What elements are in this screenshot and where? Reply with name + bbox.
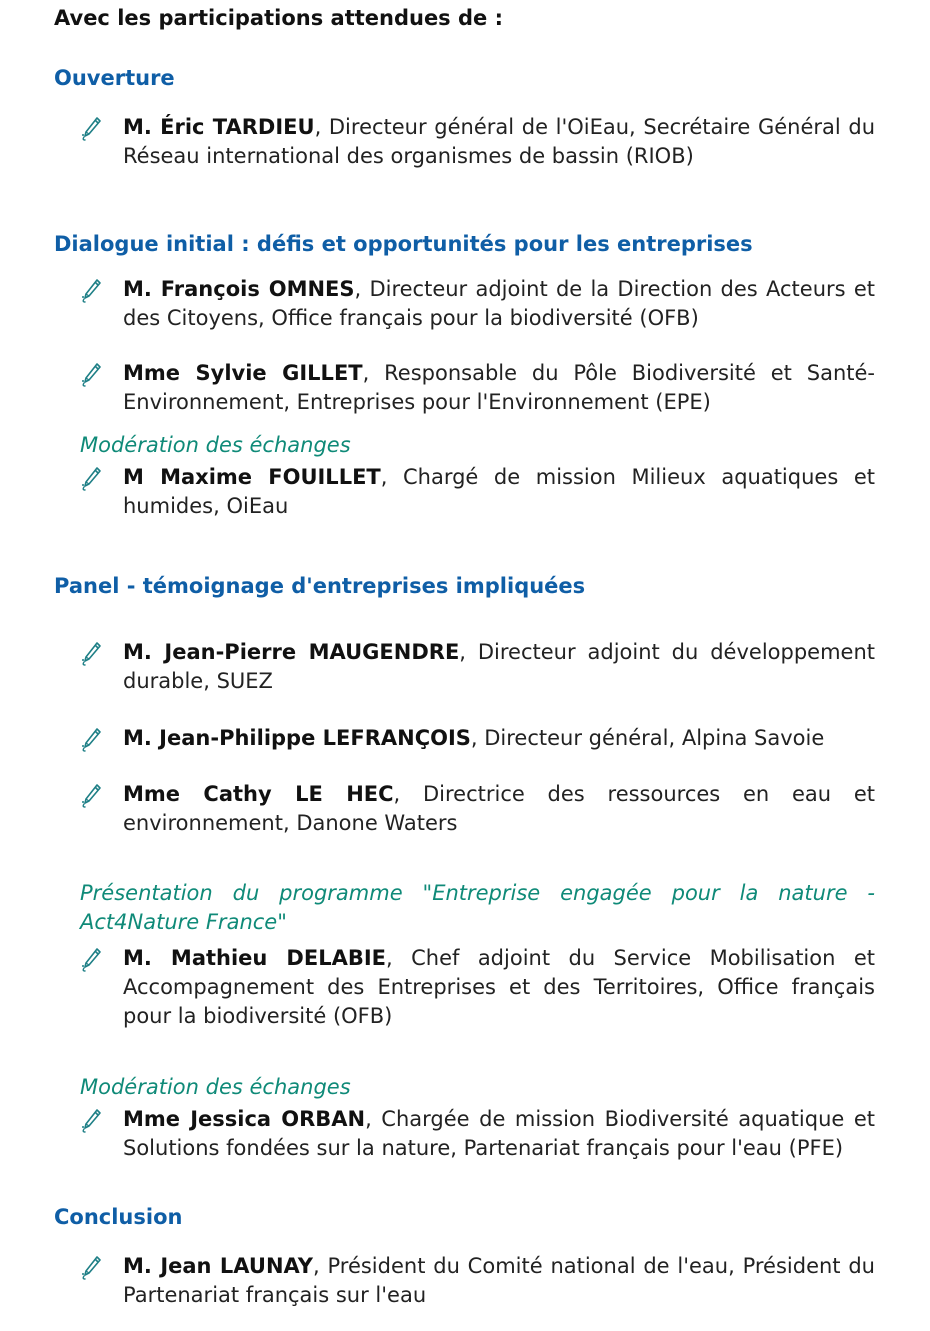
speaker-description: , Directeur adjoint du développement durable, SUEZ bbox=[123, 640, 875, 693]
speaker-description: , Directeur général, Alpina Savoie bbox=[470, 726, 825, 750]
speaker-item bbox=[80, 275, 875, 333]
speaker-name: M. Jean-Philippe LEFRANÇOIS bbox=[123, 726, 471, 750]
pen-icon bbox=[80, 466, 102, 492]
speaker-description: , Directeur adjoint de la Direction des Acteurs et des Citoyens, Office français pour la biodiversité (OFB) bbox=[123, 277, 875, 330]
speaker-item bbox=[80, 724, 875, 753]
section-title-dialogue: Dialogue initial : défis et opportunités pour les entreprises bbox=[54, 232, 753, 256]
speaker-description: , Président du Comité national de l'eau, Président du Partenariat français sur l'eau bbox=[123, 1254, 875, 1307]
pen-icon bbox=[80, 641, 102, 667]
speaker-item bbox=[80, 113, 875, 171]
speaker-item bbox=[80, 359, 875, 417]
speaker-name: Mme Sylvie GILLET bbox=[123, 361, 363, 385]
speaker-description: , Directeur général de l'OiEau, Secrétaire Général du Réseau international des organismes de bassin (RIOB) bbox=[123, 115, 875, 168]
speaker-item bbox=[80, 1252, 875, 1310]
speaker-item bbox=[80, 780, 875, 838]
section-title-panel: Panel - témoignage d'entreprises impliquées bbox=[54, 574, 586, 598]
speaker-description: , Chargée de mission Biodiversité aquatique et Solutions fondées sur la nature, Partenariat français pour l'eau (PFE) bbox=[123, 1107, 875, 1160]
moderation-label: Modération des échanges bbox=[80, 1075, 351, 1099]
speaker-description: , Chef adjoint du Service Mobilisation et Accompagnement des Entreprises et des Territoires, Office français pour la biodiversité (OFB) bbox=[123, 946, 875, 1028]
speaker-name: M. Éric TARDIEU bbox=[123, 115, 315, 139]
pen-icon bbox=[80, 362, 102, 388]
speaker-description: , Directrice des ressources en eau et environnement, Danone Waters bbox=[123, 782, 875, 835]
speaker-name: Mme Cathy LE HEC bbox=[123, 782, 394, 806]
speaker-name: Mme Jessica ORBAN bbox=[123, 1107, 366, 1131]
pen-icon bbox=[80, 1255, 102, 1281]
pen-icon bbox=[80, 727, 102, 753]
speaker-name: M. Jean LAUNAY bbox=[123, 1254, 313, 1278]
speaker-name: M. Mathieu DELABIE bbox=[123, 946, 387, 970]
moderator-item bbox=[80, 463, 875, 521]
presentation-label: Présentation du programme "Entreprise engagée pour la nature - Act4Nature France" bbox=[80, 881, 875, 934]
speaker-name: M. Jean-Pierre MAUGENDRE bbox=[123, 640, 460, 664]
pen-icon bbox=[80, 278, 102, 304]
pen-icon bbox=[80, 116, 102, 142]
presenter-item bbox=[80, 944, 875, 1031]
moderation-label: Modération des échanges bbox=[80, 433, 351, 457]
moderator-item bbox=[80, 1105, 875, 1163]
speaker-item bbox=[80, 638, 875, 696]
speaker-name: M. François OMNES bbox=[123, 277, 355, 301]
intro-heading: Avec les participations attendues de : bbox=[54, 6, 503, 30]
section-title-conclusion: Conclusion bbox=[54, 1205, 183, 1229]
section-title-ouverture: Ouverture bbox=[54, 66, 175, 90]
pen-icon bbox=[80, 783, 102, 809]
pen-icon bbox=[80, 1108, 102, 1134]
pen-icon bbox=[80, 947, 102, 973]
speaker-name: M Maxime FOUILLET bbox=[123, 465, 381, 489]
speaker-description: , Responsable du Pôle Biodiversité et Santé-Environnement, Entreprises pour l'Environnement (EPE) bbox=[123, 361, 875, 414]
speaker-description: , Chargé de mission Milieux aquatiques et humides, OiEau bbox=[123, 465, 875, 518]
